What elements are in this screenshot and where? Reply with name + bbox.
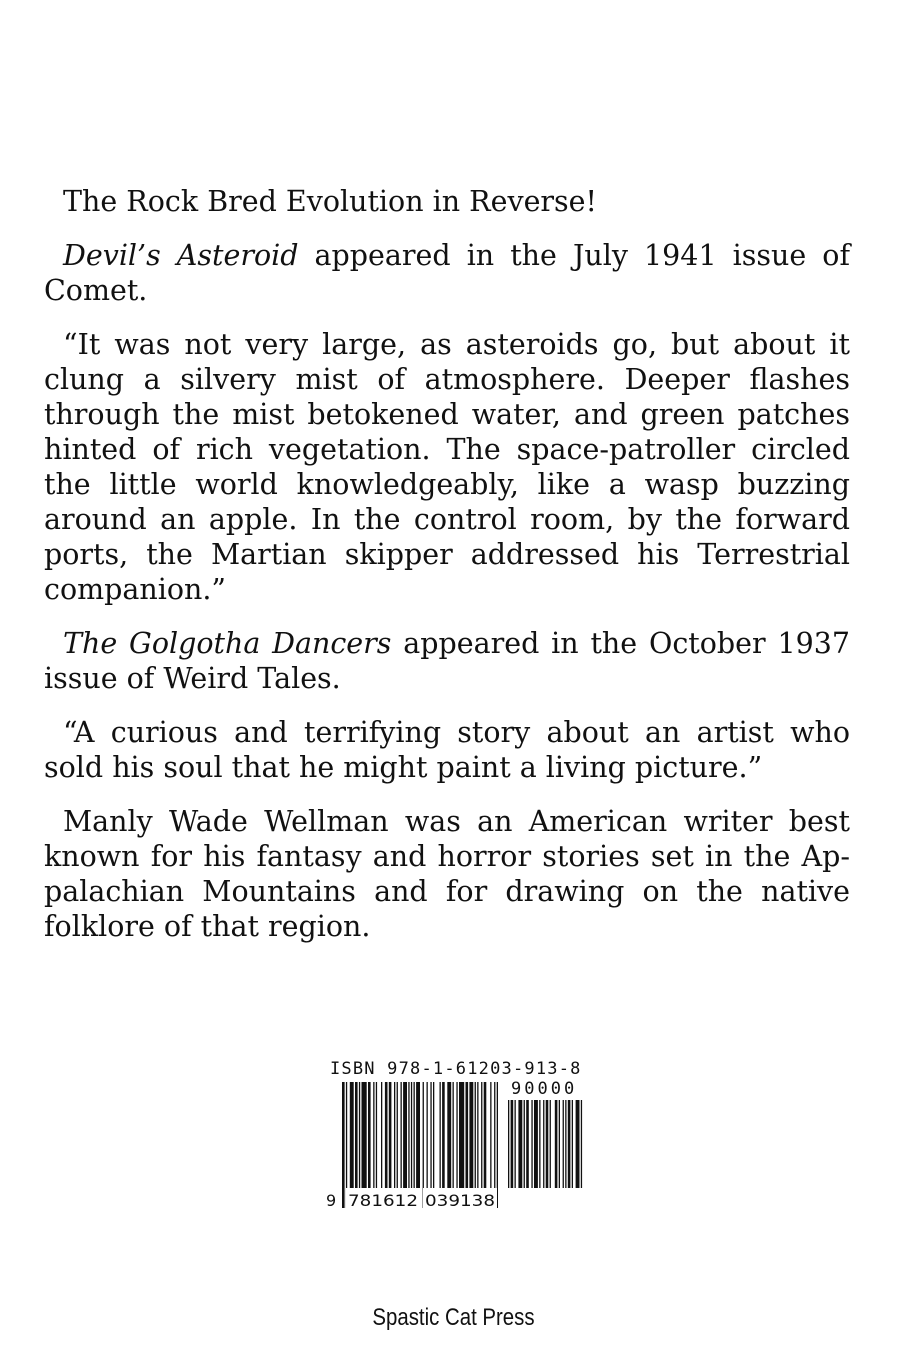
addon-bar — [526, 1100, 529, 1188]
barcode-bar — [475, 1082, 476, 1190]
tagline: The Rock Bred Evolution in Reverse! — [63, 185, 597, 218]
barcode-bar — [442, 1082, 445, 1190]
barcode-digits-right: 039138 — [425, 1191, 495, 1210]
story1-title: Devil’s Asteroid — [63, 239, 299, 272]
barcode-bar — [376, 1082, 377, 1190]
publisher-name: Spastic Cat Press — [372, 1304, 535, 1331]
addon-bar — [559, 1100, 560, 1188]
barcode-bar — [408, 1082, 409, 1190]
barcode-bar — [368, 1082, 371, 1190]
addon-bar — [531, 1100, 532, 1188]
barcode-bar — [401, 1082, 402, 1190]
barcode-bar — [397, 1082, 398, 1190]
barcode-bar — [430, 1082, 431, 1190]
barcode-bar — [484, 1082, 487, 1190]
barcode-bar — [355, 1082, 358, 1190]
story1-appearance-text: appeared in the July 1941 issue of Comet. — [44, 239, 851, 307]
barcode-bar — [469, 1082, 473, 1190]
addon-bar — [568, 1100, 571, 1188]
isbn-label: ISBN 978-1-61203-913-8 — [330, 1059, 582, 1079]
barcode-digits-left: 781612 — [348, 1191, 418, 1210]
isbn-barcode — [320, 1078, 590, 1210]
addon-bar — [563, 1100, 564, 1188]
barcode-bar — [362, 1082, 367, 1190]
addon-bar — [572, 1100, 573, 1188]
barcode-bar — [456, 1082, 457, 1190]
barcode-bar — [447, 1082, 451, 1190]
addon-bar — [524, 1100, 525, 1188]
price-addon-label: 90000 — [511, 1079, 578, 1099]
barcode-digit-first: 9 — [326, 1191, 337, 1210]
addon-bar — [546, 1100, 549, 1188]
barcode-bar — [481, 1082, 482, 1190]
story2-quote: “A curious and terrifying story about an artist who sold his soul that he might paint a living picture.” — [44, 716, 850, 784]
back-cover-blurb — [44, 184, 850, 944]
story2-appearance-text: appeared in the October 1937 issue of Weird Tales. — [44, 627, 850, 695]
story2-appearance — [44, 626, 850, 696]
story1-appearance — [44, 238, 850, 308]
addon-bar — [555, 1100, 558, 1188]
barcode-bar — [433, 1082, 434, 1190]
story2-title: The Golgotha Dancers — [63, 627, 392, 660]
barcode-bar — [359, 1082, 360, 1190]
barcode-bar — [373, 1082, 374, 1190]
barcode-bar — [381, 1082, 382, 1190]
barcode-bar — [440, 1082, 441, 1190]
addon-bar — [550, 1100, 551, 1188]
barcode-bar — [466, 1082, 469, 1190]
addon-bar — [565, 1100, 566, 1188]
addon-bar — [515, 1100, 516, 1188]
addon-bar — [534, 1100, 538, 1188]
barcode-bar — [414, 1082, 415, 1190]
addon-bar — [576, 1100, 580, 1188]
addon-bar — [543, 1100, 544, 1188]
barcode-bar — [427, 1082, 428, 1190]
barcode-bar — [342, 1082, 345, 1208]
author-bio: Manly Wade Wellman was an American writer best known for his fantasy and horror stories set in the Appalachian Mountains and for drawing on the native folklore of that region. — [44, 805, 850, 943]
addon-bar — [539, 1100, 540, 1188]
barcode-bar — [385, 1082, 388, 1190]
addon-bar — [511, 1100, 514, 1188]
barcode-bar — [416, 1082, 420, 1190]
addon-bar — [518, 1100, 522, 1188]
barcode-bar — [453, 1082, 454, 1190]
barcode-bar — [411, 1082, 412, 1190]
addon-bars — [508, 1100, 582, 1188]
addon-bar — [508, 1100, 509, 1188]
barcode-bar — [389, 1082, 392, 1190]
barcode-bar — [477, 1082, 478, 1190]
addon-bar — [581, 1100, 582, 1188]
barcode-bar — [403, 1082, 407, 1190]
barcode-bar — [394, 1082, 395, 1190]
story1-quote: “It was not very large, as asteroids go, but about it clung a silvery mist of atmosphere. Deeper flashes through the mist betokened water, and green patches hinted of rich vegetation. The space-patroller circled the little world knowledgeably, like a wasp buzzing around an apple. In the control room, by the forward ports, the Martian skipper addressed his Terrestrial companion.” — [44, 328, 850, 606]
barcode-bar — [350, 1082, 354, 1190]
barcode-bar — [490, 1082, 491, 1190]
barcode-bar — [459, 1082, 464, 1190]
